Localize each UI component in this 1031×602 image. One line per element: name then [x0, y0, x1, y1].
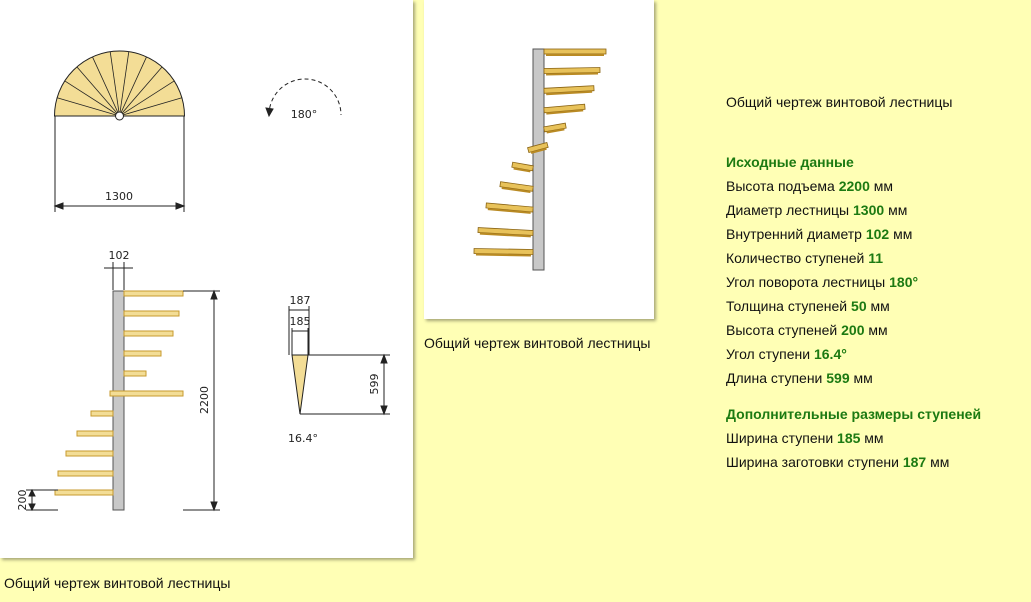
3d-step	[544, 123, 567, 134]
source-data-list	[726, 174, 981, 390]
info-row-label: Высота ступеней	[726, 322, 838, 338]
elevation-step	[91, 411, 113, 416]
3d-step-top	[474, 248, 533, 254]
extra-dimensions-list	[726, 426, 981, 474]
3d-step	[544, 86, 594, 96]
info-row	[726, 270, 981, 294]
step-length-label: 599	[368, 373, 381, 395]
info-row	[726, 246, 981, 270]
elevation-view	[55, 291, 183, 510]
info-row-value: 185	[837, 430, 861, 446]
3d-step-edge	[546, 54, 604, 56]
elevation-step	[124, 311, 179, 316]
info-block	[726, 90, 981, 474]
info-row-value: 200	[841, 322, 865, 338]
info-row	[726, 366, 981, 390]
3d-step	[500, 182, 534, 194]
3d-step-top	[544, 68, 600, 74]
info-row-value: 50	[851, 298, 867, 314]
info-row	[726, 294, 981, 318]
3d-step	[474, 248, 533, 256]
info-row-label: Длина ступени	[726, 370, 823, 386]
step-angle-label: 16.4°	[288, 432, 318, 445]
staircase-3d-steps	[474, 49, 606, 270]
info-row	[726, 174, 981, 198]
info-row	[726, 426, 981, 450]
3d-step	[486, 203, 533, 214]
diameter-label: 1300	[105, 190, 133, 203]
info-title: Общий чертеж винтовой лестницы	[726, 94, 953, 110]
info-row-value: 2200	[838, 178, 870, 194]
info-row	[726, 318, 981, 342]
info-row-unit: мм	[888, 202, 908, 218]
elevation-step	[124, 351, 161, 356]
rotation-label: 180°	[290, 108, 318, 121]
staircase-3d-view	[424, 0, 654, 319]
view3d-caption: Общий чертеж винтовой лестницы	[424, 335, 651, 351]
3d-step	[478, 228, 533, 238]
info-row-label: Угол ступени	[726, 346, 811, 362]
elevation-step	[55, 490, 113, 495]
plan-view	[55, 51, 185, 120]
step-width-label: 185	[289, 315, 311, 328]
blank-width-label: 187	[289, 294, 311, 307]
info-row	[726, 198, 981, 222]
info-row-label: Внутренний диаметр	[726, 226, 862, 242]
info-row-value: 1300	[853, 202, 885, 218]
info-row-label: Угол поворота лестницы	[726, 274, 886, 290]
drawing-caption: Общий чертеж винтовой лестницы	[4, 575, 231, 591]
section-extra-dimensions: Дополнительные размеры ступеней	[726, 406, 982, 422]
elevation-step	[66, 451, 113, 456]
staircase-drawing	[0, 0, 413, 558]
info-row	[726, 450, 981, 474]
plan-center-pole	[116, 112, 124, 120]
step-height-label: 200	[16, 489, 29, 511]
info-row-value: 180°	[889, 274, 919, 290]
drawing-panel	[0, 0, 413, 558]
info-row-label: Высота подъема	[726, 178, 835, 194]
info-row	[726, 222, 981, 246]
info-row-unit: мм	[868, 322, 888, 338]
info-row-label: Толщина ступеней	[726, 298, 848, 314]
3d-step	[544, 104, 585, 115]
info-row-unit: мм	[853, 370, 873, 386]
elevation-step	[124, 371, 146, 376]
elevation-step	[77, 431, 113, 436]
3d-pole	[533, 49, 544, 270]
3d-step-top	[544, 49, 606, 54]
view3d-panel	[424, 0, 654, 319]
info-row-unit: мм	[873, 178, 894, 194]
3d-step	[544, 68, 600, 76]
section-source-data: Исходные данные	[726, 154, 854, 170]
info-row-label: Количество ступеней	[726, 250, 865, 266]
info-row-unit: мм	[930, 454, 950, 470]
inner-diameter-label: 102	[108, 249, 130, 262]
plan-semicircle	[55, 51, 185, 116]
info-row-label: Ширина ступени	[726, 430, 834, 446]
info-row-unit: мм	[870, 298, 890, 314]
elevation-step	[58, 471, 113, 476]
elevation-step	[110, 391, 183, 396]
info-row-value: 16.4°	[813, 346, 847, 362]
3d-step	[511, 162, 533, 173]
info-row-value: 102	[865, 226, 890, 242]
info-row	[726, 342, 981, 366]
height-label: 2200	[198, 386, 211, 414]
elevation-pole	[113, 291, 124, 510]
info-row-label: Диаметр лестницы	[726, 202, 850, 218]
info-row-value: 11	[868, 250, 884, 266]
info-row-label: Ширина заготовки ступени	[726, 454, 899, 470]
info-row-value: 599	[826, 370, 850, 386]
elevation-step	[124, 331, 173, 336]
elevation-step	[124, 291, 183, 296]
3d-step	[544, 49, 606, 56]
info-row-unit: мм	[864, 430, 884, 446]
info-row-unit: мм	[893, 226, 913, 242]
info-row-value: 187	[902, 454, 927, 470]
